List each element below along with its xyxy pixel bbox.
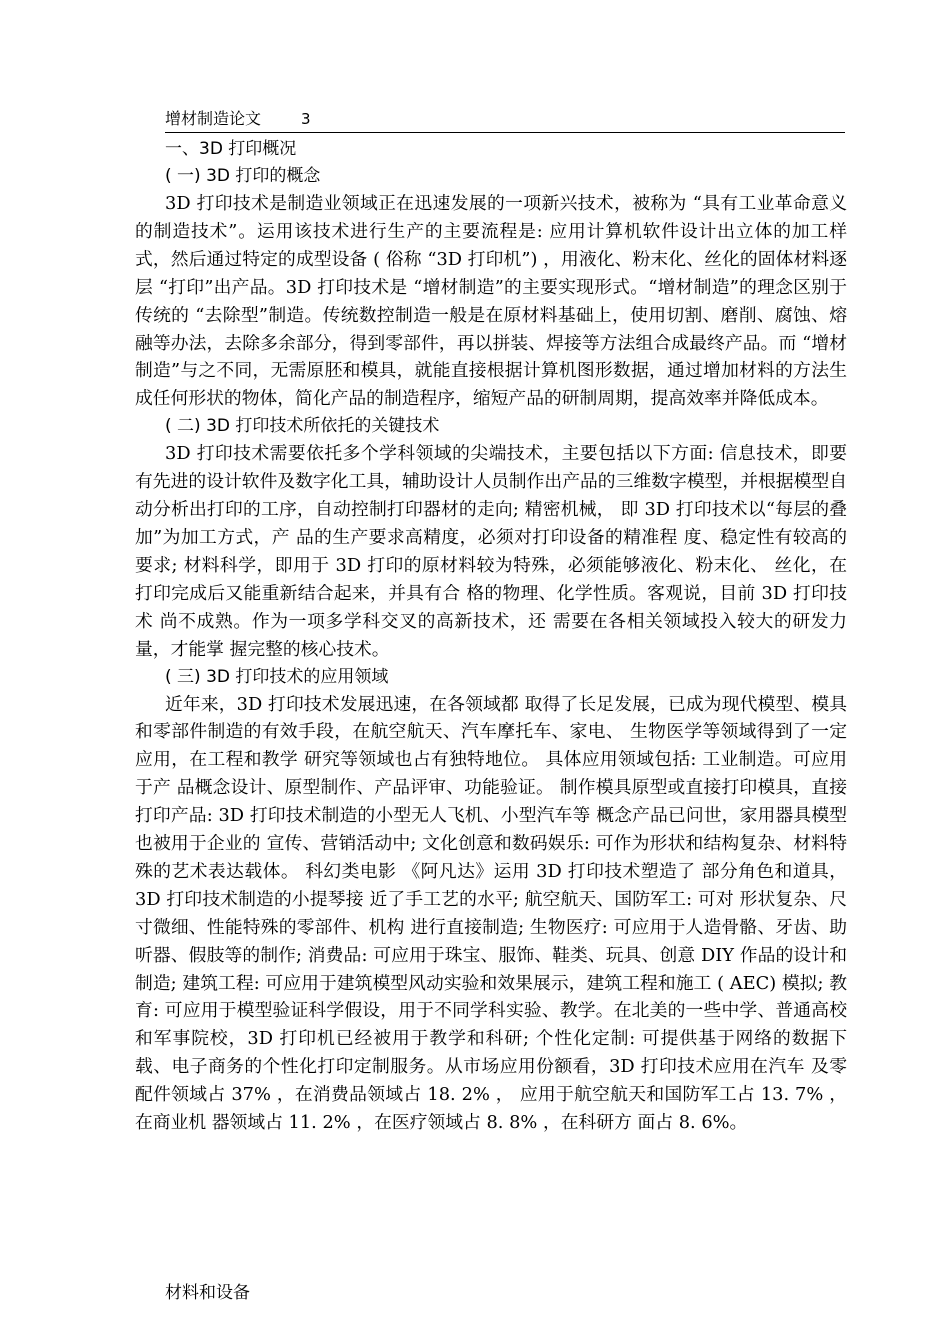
- section-heading-2: ( 二) 3D 打印技术所依托的关键技术: [165, 416, 440, 437]
- page-footer: 材料和设备: [165, 1283, 250, 1303]
- section-paragraph-1: 3D 打印技术是制造业领域正在迅速发展的一项新兴技术，被称为 “具有工业革命意义的制造技术”。运用该技术进行生产的主要流程是: 应用计算机软件设计出立体的加工样式，然后通过特定的成型设备 ( 俗称 “3D 打印机”) ，用液化、粉末化、丝化的固体材料逐层 “打印”出产品。3D 打印技术是 “增材制造”的主要实现形式。“增材制造”的理念区别于传统的 “去除型”制造。传统数控制造一般是在原材料基础上，使用切割、磨削、腐蚀、熔融等办法，去除多余部分，得到零部件，再以拼装、焊接等方法组合成最终产品。而 “增材制造”与之不同，无需原胚和模具，就能直接根据计算机图形数据，通过增加材料的方法生成任何形状的物体，简化产品的制造程序，缩短产品的研制周期，提高效率并降低成本。: [135, 193, 847, 410]
- page-header: [165, 108, 845, 133]
- body-content: [135, 136, 847, 1137]
- section-heading-3: ( 三) 3D 打印技术的应用领域: [165, 666, 389, 687]
- section-heading-1: ( 一) 3D 打印的概念: [165, 166, 321, 186]
- main-heading: 一、3D 打印概况: [165, 139, 297, 159]
- header-title: 增材制造论文: [165, 109, 262, 128]
- section-paragraph-3: 近年来，3D 打印技术发展迅速，在各领域都 取得了长足发展，已成为现代模型、模具和零部件制造的有效手段，在航空航天、汽车摩托车、家电、 生物医学等领域得到了一定应用，在工程和教学 研究等领域也占有独特地位。 具体应用领域包括: 工业制造。可应用于产 品概念设计、原型制作、产品评审、功能验证。 制作模具原型或直接打印模具，直接打印产品: 3D 打印技术制造的小型无人飞机、小型汽车等 概念产品已问世，家用器具模型也被用于企业的 宣传、营销活动中; 文化创意和数码娱乐: 可作为形状和结构复杂、材料特殊的艺术表达载体。 科幻类电影 《阿凡达》运用 3D 打印技术塑造了 部分角色和道具，3D 打印技术制造的小提琴接 近了手工艺的水平; 航空航天、国防军工: 可对 形状复杂、尺寸微细、性能特殊的零部件、机构 进行直接制造; 生物医疗: 可应用于人造骨骼、牙齿、助听器、假肢等的制作; 消费品: 可应用于珠宝、服饰、鞋类、玩具、创意 DIY 作品的设计和制造; 建筑工程: 可应用于建筑模型风动实验和效果展示，建筑工程和施工 ( AEC) 模拟; 教育: 可应用于模型验证科学假设，用于不同学科实验、教学。在北美的一些中学、普通高校和军事院校，3D 打印机已经被用于教学和科研; 个性化定制: 可提供基于网络的数据下载、电子商务的个性化打印定制服务。从市场应用份额看，3D 打印技术应用在汽车 及零配件领域占 37% ，在消费品领域占 18. 2% ， 应用于航空航天和国防军工占 13. 7% ，在商业机 器领域占 11. 2% ，在医疗领域占 8. 8% ，在科研方 面占 8. 6%。: [135, 693, 847, 1134]
- section-paragraph-2: 3D 打印技术需要依托多个学科领域的尖端技术，主要包括以下方面: 信息技术，即要有先进的设计软件及数字化工具，辅助设计人员制作出产品的三维数字模型，并根据模型自动分析出打印的工序，自动控制打印器材的走向; 精密机械， 即 3D 打印技术以“每层的叠加”为加工方式，产 品的生产要求高精度，必须对打印设备的精准程 度、稳定性有较高的要求; 材料科学，即用于 3D 打印的原材料较为特殊，必须能够液化、粉末化、 丝化，在打印完成后又能重新结合起来，并具有合 格的物理、化学性质。客观说，目前 3D 打印技术 尚不成熟。作为一项多学科交叉的高新技术，还 需要在各相关领域投入较大的研发力量，才能掌 握完整的核心技术。: [135, 443, 847, 660]
- page-number: 3: [301, 110, 311, 128]
